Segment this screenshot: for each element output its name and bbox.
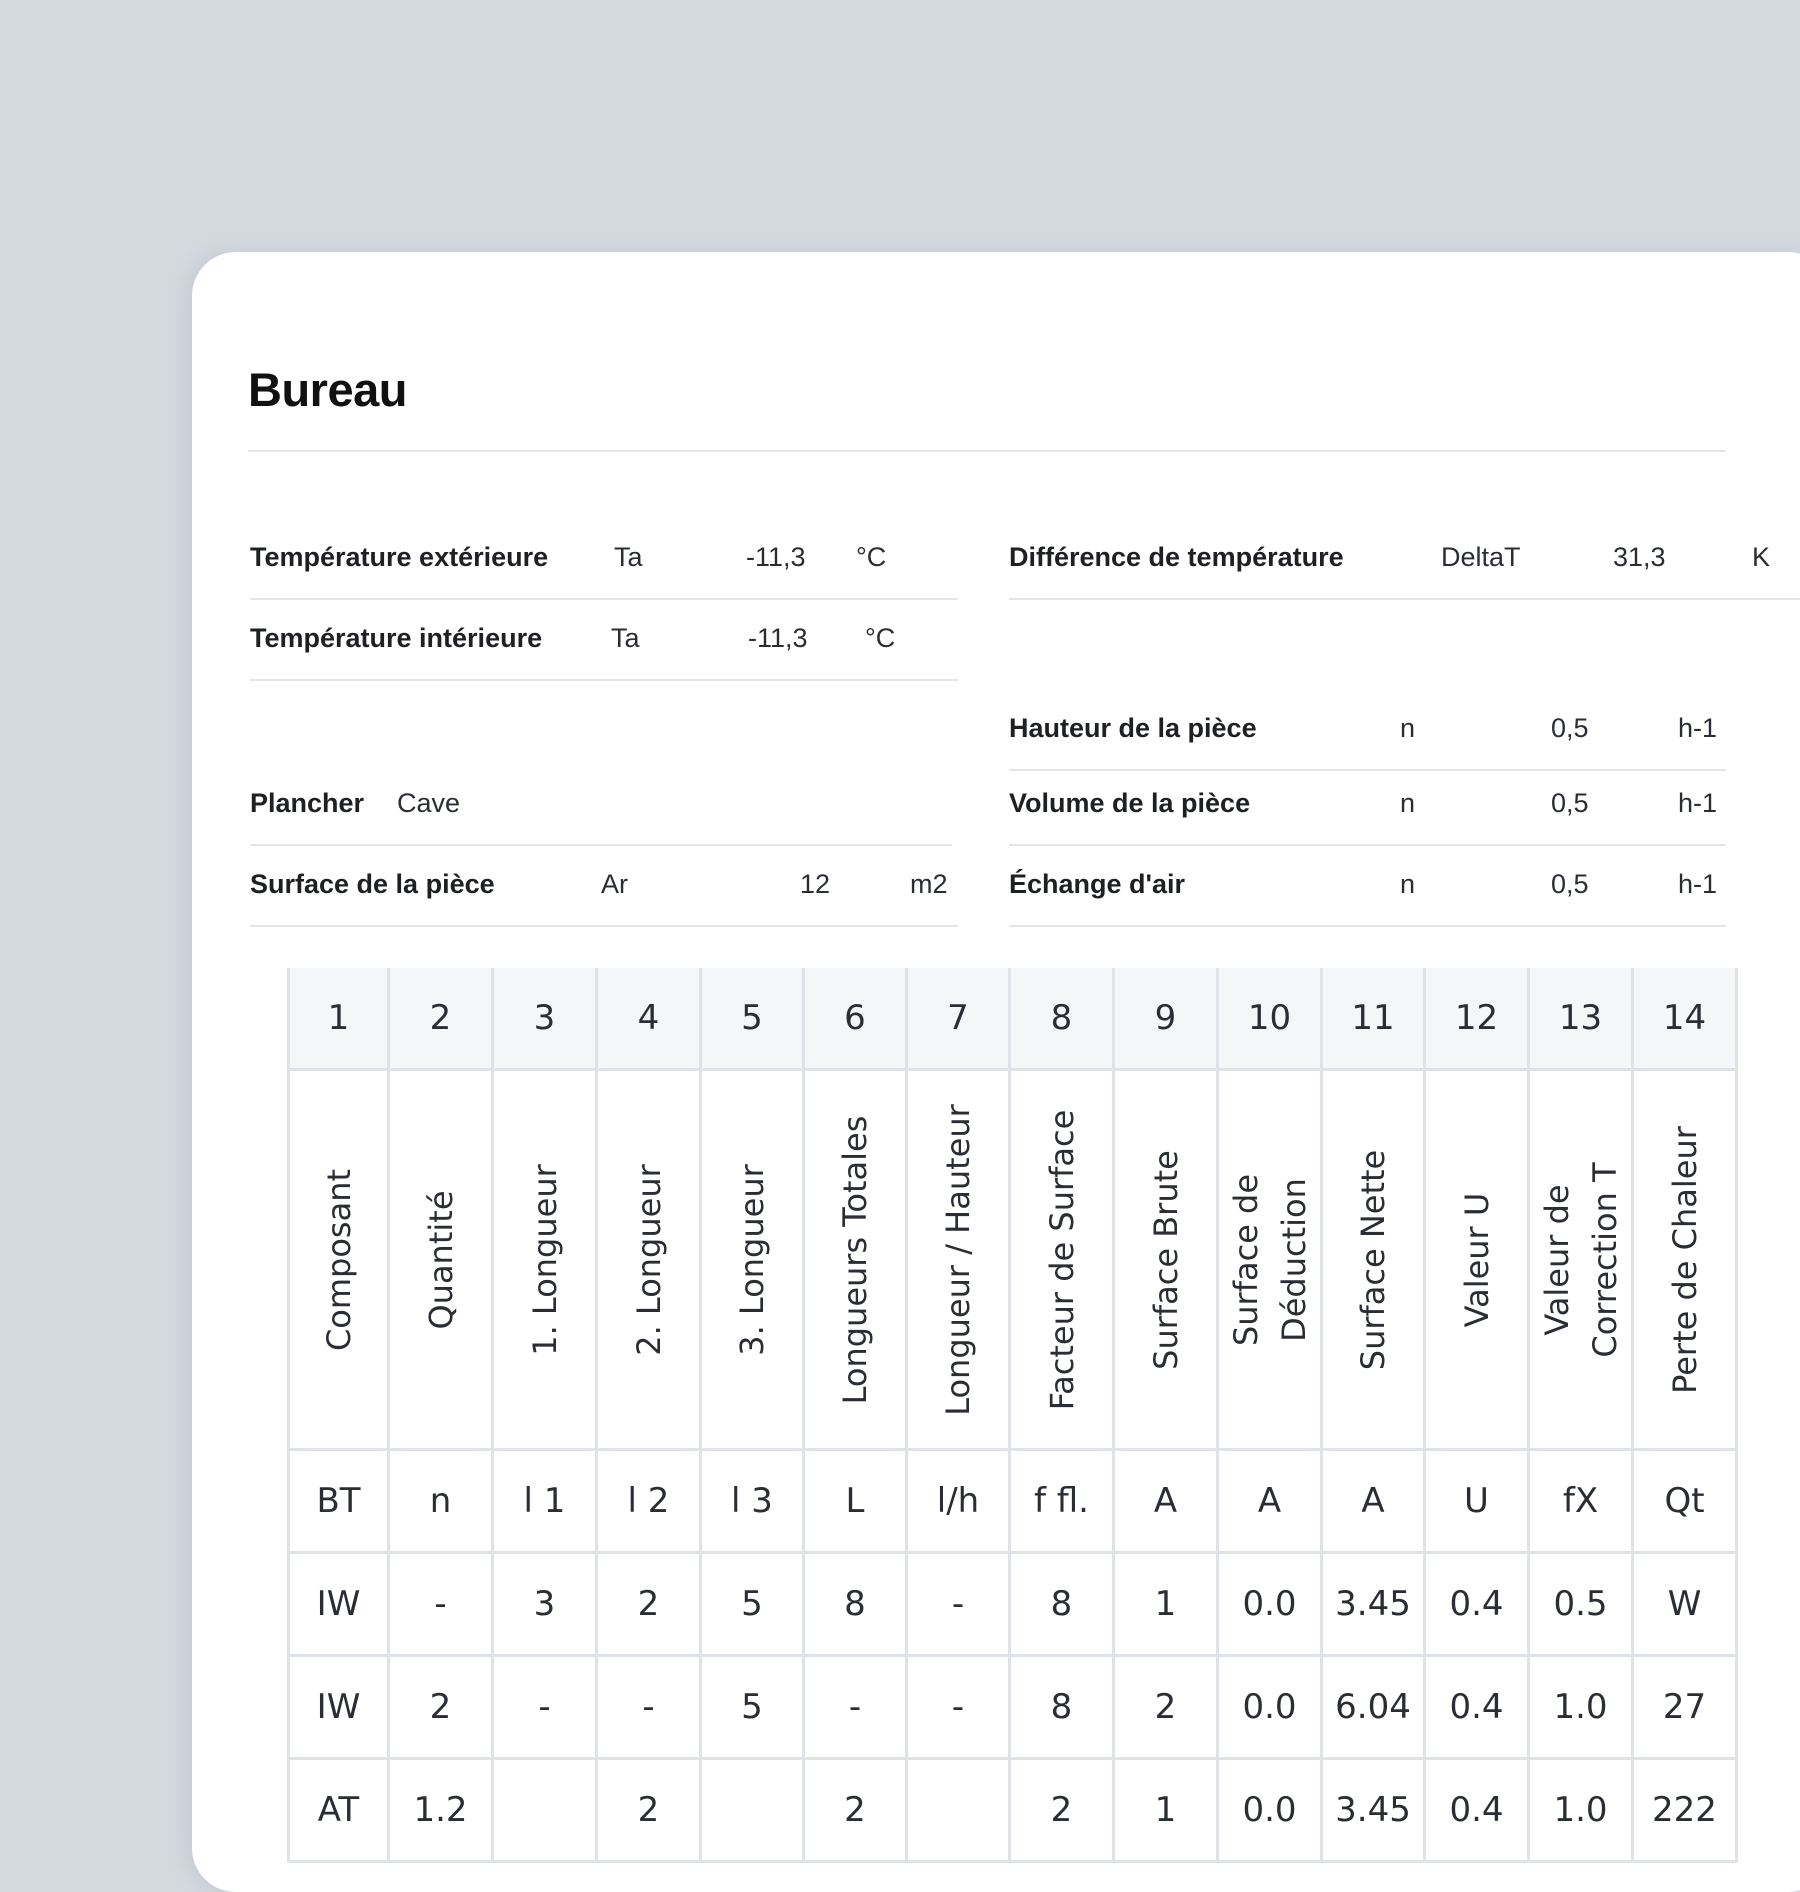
row-divider (250, 679, 958, 681)
column-header-label: Longueur / Hauteur (939, 1103, 977, 1416)
param-label: Température intérieure (250, 623, 543, 653)
page-title: Bureau (248, 363, 407, 416)
column-symbol: f fl. (1011, 1451, 1115, 1554)
param-value: 31,3 (1613, 542, 1666, 572)
column-header (1530, 1071, 1634, 1451)
column-number: 6 (805, 968, 908, 1071)
table-cell: 0.4 (1426, 1760, 1530, 1863)
param-value: 0,5 (1551, 788, 1589, 818)
table-cell: 27 (1634, 1657, 1738, 1760)
row-divider (1009, 925, 1726, 927)
row-divider (1009, 844, 1726, 846)
column-number: 3 (494, 968, 598, 1071)
column-number: 11 (1323, 968, 1426, 1071)
table-cell: 5 (702, 1554, 805, 1657)
column-header-label: Quantité (421, 1189, 460, 1330)
param-symbol: n (1400, 869, 1416, 899)
table-cell: 0.0 (1219, 1657, 1323, 1760)
column-header (598, 1071, 702, 1451)
column-header-label: Facteur de Surface (1042, 1109, 1081, 1410)
table-cell: 2 (598, 1760, 702, 1863)
row-divider (250, 925, 958, 927)
column-symbol: l 3 (702, 1451, 805, 1554)
column-header (805, 1071, 908, 1451)
table-cell: 1 (1115, 1760, 1219, 1863)
column-symbol: n (390, 1451, 494, 1554)
column-header-label: Surface Brute (1146, 1149, 1185, 1370)
column-number: 12 (1426, 968, 1530, 1071)
column-number: 2 (390, 968, 494, 1071)
column-header (287, 1071, 390, 1451)
table-cell: 8 (1011, 1554, 1115, 1657)
table-cell (908, 1760, 1011, 1863)
table-cell: 3 (494, 1554, 598, 1657)
table-cell: 1.0 (1530, 1760, 1634, 1863)
param-unit: °C (856, 542, 887, 572)
table-cell: IW (287, 1554, 390, 1657)
column-number: 4 (598, 968, 702, 1071)
column-header-label: Perte de Chaleur (1665, 1125, 1704, 1394)
param-unit: °C (865, 623, 896, 653)
column-symbol: A (1323, 1451, 1426, 1554)
param-unit: K (1752, 542, 1771, 572)
column-header-label: Surface de Déduction (1226, 1173, 1313, 1346)
param-label: Surface de la pièce (250, 869, 495, 899)
table-cell: 8 (1011, 1657, 1115, 1760)
param-value: 0,5 (1551, 713, 1589, 743)
table-cell: 1.2 (390, 1760, 494, 1863)
column-symbol: l 1 (494, 1451, 598, 1554)
column-number: 9 (1115, 968, 1219, 1071)
column-number: 5 (702, 968, 805, 1071)
param-value: 0,5 (1551, 869, 1589, 899)
table-cell: - (494, 1657, 598, 1760)
column-header (1219, 1071, 1323, 1451)
table-cell: 0.0 (1219, 1554, 1323, 1657)
column-header (1634, 1071, 1738, 1451)
table-cell: 1 (1115, 1554, 1219, 1657)
table-cell (494, 1760, 598, 1863)
table-cell: IW (287, 1657, 390, 1760)
column-symbol: BT (287, 1451, 390, 1554)
column-header (1426, 1071, 1530, 1451)
table-cell: 2 (805, 1760, 908, 1863)
param-label: Différence de température (1009, 542, 1344, 572)
table-cell: 2 (1115, 1657, 1219, 1760)
param-symbol: n (1400, 788, 1416, 818)
param-label: Plancher (250, 788, 365, 818)
param-unit: h-1 (1678, 869, 1718, 899)
table-cell: 2 (390, 1657, 494, 1760)
table-cell: 3.45 (1323, 1760, 1426, 1863)
column-number: 7 (908, 968, 1011, 1071)
column-header (1115, 1071, 1219, 1451)
table-cell: 0.4 (1426, 1554, 1530, 1657)
param-symbol: Ar (601, 869, 628, 899)
row-divider (1009, 598, 1800, 600)
column-header (1323, 1071, 1426, 1451)
table-cell: 3.45 (1323, 1554, 1426, 1657)
table-cell: 0.0 (1219, 1760, 1323, 1863)
column-header-label: 1. Longueur (525, 1163, 564, 1356)
column-number: 14 (1634, 968, 1738, 1071)
param-symbol: Ta (614, 542, 643, 572)
column-header-label: Longueurs Totales (836, 1115, 874, 1404)
param-label: Hauteur de la pièce (1009, 713, 1257, 743)
row-divider (250, 844, 952, 846)
column-symbol: Qt (1634, 1451, 1738, 1554)
table-cell: 1.0 (1530, 1657, 1634, 1760)
param-value: -11,3 (746, 542, 806, 572)
column-header-label: 3. Longueur (733, 1163, 771, 1356)
table-cell: 2 (598, 1554, 702, 1657)
column-number: 13 (1530, 968, 1634, 1071)
table-cell: - (805, 1657, 908, 1760)
table-cell: 0.4 (1426, 1657, 1530, 1760)
column-symbol: A (1115, 1451, 1219, 1554)
column-header (702, 1071, 805, 1451)
param-label: Volume de la pièce (1009, 788, 1251, 818)
column-number: 8 (1011, 968, 1115, 1071)
table-cell: 222 (1634, 1760, 1738, 1863)
table-cell: - (598, 1657, 702, 1760)
column-symbol: fX (1530, 1451, 1634, 1554)
column-number: 10 (1219, 968, 1323, 1071)
column-header-label: Valeur U (1457, 1192, 1496, 1327)
column-header-label: Surface Nette (1354, 1149, 1392, 1370)
column-header (494, 1071, 598, 1451)
param-symbol: DeltaT (1441, 542, 1521, 572)
table-cell: 5 (702, 1657, 805, 1760)
table-cell (702, 1760, 805, 1863)
param-value: 12 (800, 869, 831, 899)
table-cell: - (908, 1657, 1011, 1760)
column-symbol: l 2 (598, 1451, 702, 1554)
table-cell: - (390, 1554, 494, 1657)
row-divider (1009, 769, 1726, 771)
column-header-label: Valeur de Correction T (1537, 1161, 1624, 1358)
column-number: 1 (287, 968, 390, 1071)
column-header (908, 1071, 1011, 1451)
row-divider (250, 598, 958, 600)
param-label: Échange d'air (1009, 869, 1185, 899)
column-header (1011, 1071, 1115, 1451)
table-cell: 8 (805, 1554, 908, 1657)
table-cell: 2 (1011, 1760, 1115, 1863)
param-value: -11,3 (748, 623, 808, 653)
param-unit: h-1 (1678, 788, 1718, 818)
param-symbol: n (1400, 713, 1416, 743)
column-symbol: U (1426, 1451, 1530, 1554)
column-symbol: l/h (908, 1451, 1011, 1554)
table-cell: W (1634, 1554, 1738, 1657)
table-cell: 0.5 (1530, 1554, 1634, 1657)
table-cell: 6.04 (1323, 1657, 1426, 1760)
param-symbol: Cave (397, 788, 461, 818)
column-symbol: A (1219, 1451, 1323, 1554)
param-symbol: Ta (611, 623, 640, 653)
table-cell: - (908, 1554, 1011, 1657)
column-header (390, 1071, 494, 1451)
param-unit: m2 (910, 869, 948, 899)
param-label: Température extérieure (250, 542, 549, 572)
column-symbol: L (805, 1451, 908, 1554)
column-header-label: Composant (319, 1168, 358, 1351)
table-cell: AT (287, 1760, 390, 1863)
column-header-label: 2. Longueur (629, 1163, 668, 1356)
param-unit: h-1 (1678, 713, 1718, 743)
title-divider (248, 450, 1726, 452)
